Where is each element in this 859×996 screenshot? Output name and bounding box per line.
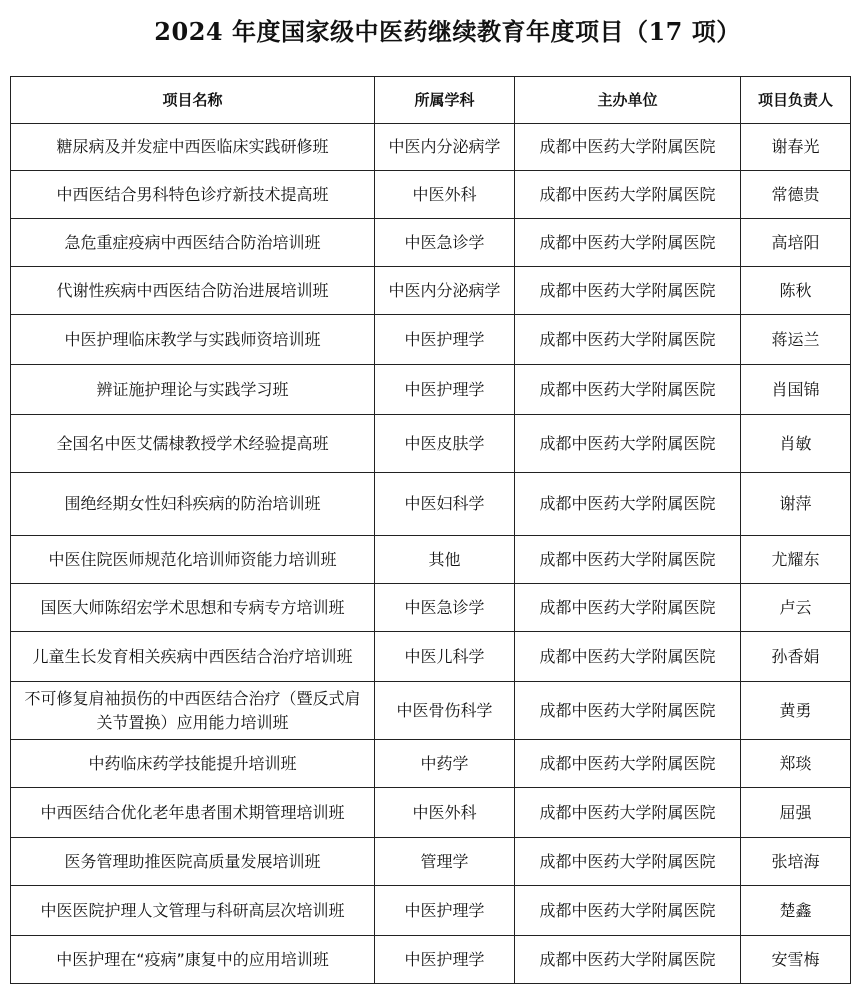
cell-discipline: 中医妇科学 [375,473,515,536]
cell-project-lead: 谢萍 [741,473,851,536]
cell-project-name: 糖尿病及并发症中西医临床实践研修班 [11,124,375,171]
cell-project-lead: 安雪梅 [741,936,851,984]
cell-project-lead: 常德贵 [741,171,851,219]
cell-discipline: 中医护理学 [375,936,515,984]
cell-organizer: 成都中医药大学附属医院 [515,936,741,984]
cell-project-name: 中医护理在“疫病”康复中的应用培训班 [11,936,375,984]
cell-organizer: 成都中医药大学附属医院 [515,315,741,365]
cell-project-name: 围绝经期女性妇科疾病的防治培训班 [11,473,375,536]
table-row [11,365,851,415]
cell-discipline: 中医内分泌病学 [375,267,515,315]
cell-discipline: 中医外科 [375,788,515,838]
cell-discipline: 中医外科 [375,171,515,219]
cell-discipline: 中医护理学 [375,365,515,415]
project-table [10,76,851,984]
table-row [11,219,851,267]
cell-project-lead: 谢春光 [741,124,851,171]
cell-organizer: 成都中医药大学附属医院 [515,536,741,584]
cell-project-lead: 陈秋 [741,267,851,315]
cell-project-lead: 孙香娟 [741,632,851,682]
table-row [11,415,851,473]
table-row [11,632,851,682]
table-row [11,473,851,536]
cell-project-lead: 黄勇 [741,682,851,740]
cell-organizer: 成都中医药大学附属医院 [515,740,741,788]
cell-project-name: 全国名中医艾儒棣教授学术经验提高班 [11,415,375,473]
cell-organizer: 成都中医药大学附属医院 [515,584,741,632]
table-row [11,788,851,838]
cell-organizer: 成都中医药大学附属医院 [515,886,741,936]
cell-project-name: 急危重症疫病中西医结合防治培训班 [11,219,375,267]
header-organizer: 主办单位 [515,77,741,124]
table-row [11,267,851,315]
cell-discipline: 中医急诊学 [375,219,515,267]
cell-project-name: 中医护理临床教学与实践师资培训班 [11,315,375,365]
cell-project-name: 中医医院护理人文管理与科研高层次培训班 [11,886,375,936]
cell-organizer: 成都中医药大学附属医院 [515,365,741,415]
cell-project-name: 中西医结合优化老年患者围术期管理培训班 [11,788,375,838]
cell-project-name: 不可修复肩袖损伤的中西医结合治疗（暨反式肩关节置换）应用能力培训班 [11,682,375,740]
header-project-name: 项目名称 [11,77,375,124]
cell-organizer: 成都中医药大学附属医院 [515,838,741,886]
cell-organizer: 成都中医药大学附属医院 [515,171,741,219]
cell-project-lead: 楚鑫 [741,886,851,936]
cell-project-name: 儿童生长发育相关疾病中西医结合治疗培训班 [11,632,375,682]
cell-organizer: 成都中医药大学附属医院 [515,219,741,267]
cell-project-lead: 郑琰 [741,740,851,788]
cell-discipline: 中医内分泌病学 [375,124,515,171]
cell-project-lead: 蒋运兰 [741,315,851,365]
cell-project-name: 中药临床药学技能提升培训班 [11,740,375,788]
cell-organizer: 成都中医药大学附属医院 [515,632,741,682]
cell-project-lead: 肖敏 [741,415,851,473]
table-row [11,536,851,584]
cell-project-lead: 尤耀东 [741,536,851,584]
cell-discipline: 中医骨伤科学 [375,682,515,740]
cell-discipline: 中医皮肤学 [375,415,515,473]
table-row [11,124,851,171]
cell-organizer: 成都中医药大学附属医院 [515,788,741,838]
cell-project-name: 代谢性疾病中西医结合防治进展培训班 [11,267,375,315]
cell-discipline: 中医儿科学 [375,632,515,682]
cell-project-name: 中医住院医师规范化培训师资能力培训班 [11,536,375,584]
cell-discipline: 中药学 [375,740,515,788]
cell-discipline: 管理学 [375,838,515,886]
cell-organizer: 成都中医药大学附属医院 [515,267,741,315]
cell-project-name: 医务管理助推医院高质量发展培训班 [11,838,375,886]
cell-project-name: 中西医结合男科特色诊疗新技术提高班 [11,171,375,219]
table-row [11,171,851,219]
table-row [11,682,851,740]
table-row [11,584,851,632]
cell-discipline: 中医急诊学 [375,584,515,632]
cell-discipline: 中医护理学 [375,315,515,365]
cell-discipline: 其他 [375,536,515,584]
cell-project-lead: 屈强 [741,788,851,838]
header-project-lead: 项目负责人 [741,77,851,124]
table-row [11,886,851,936]
header-discipline: 所属学科 [375,77,515,124]
cell-project-name: 国医大师陈绍宏学术思想和专病专方培训班 [11,584,375,632]
cell-organizer: 成都中医药大学附属医院 [515,415,741,473]
table-header-row [11,77,851,124]
cell-organizer: 成都中医药大学附属医院 [515,473,741,536]
table-row [11,315,851,365]
cell-organizer: 成都中医药大学附属医院 [515,682,741,740]
cell-project-lead: 张培海 [741,838,851,886]
table-row [11,936,851,984]
table-row [11,838,851,886]
cell-project-lead: 卢云 [741,584,851,632]
document-title: 2024 年度国家级中医药继续教育年度项目（17 项） [154,17,741,46]
cell-project-lead: 高培阳 [741,219,851,267]
cell-project-name: 辨证施护理论与实践学习班 [11,365,375,415]
cell-organizer: 成都中医药大学附属医院 [515,124,741,171]
table-row [11,740,851,788]
cell-discipline: 中医护理学 [375,886,515,936]
cell-project-lead: 肖国锦 [741,365,851,415]
